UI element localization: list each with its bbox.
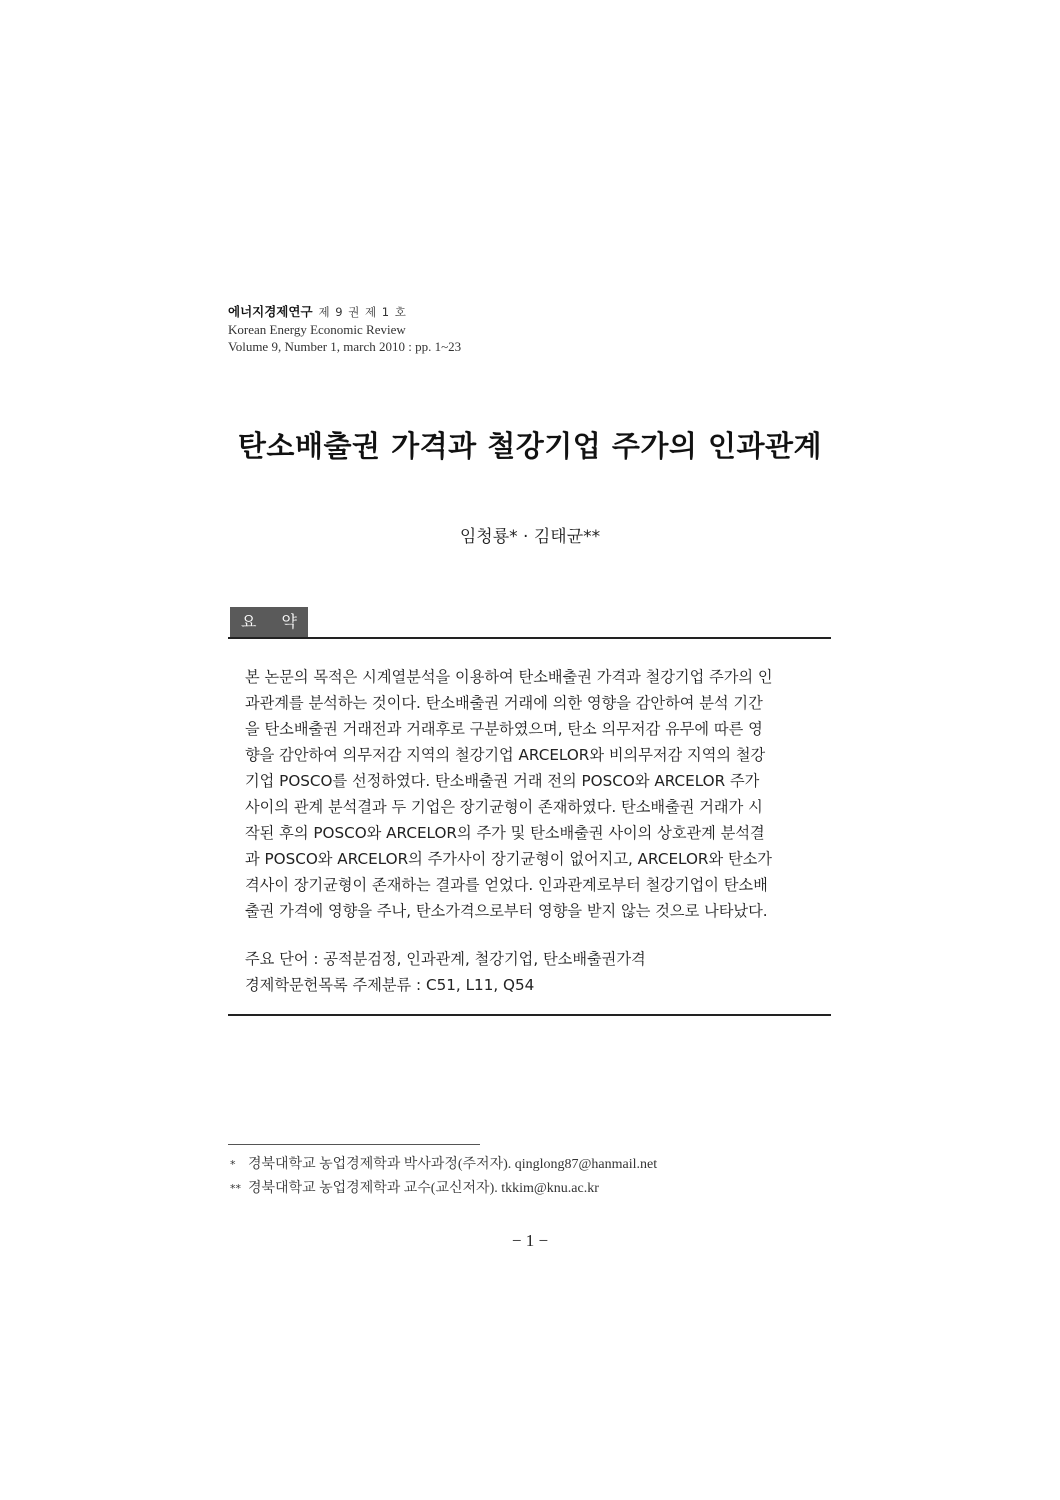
abstract-line: 기업 POSCO를 선정하였다. 탄소배출권 거래 전의 POSCO와 ARCELOR 주가	[245, 772, 760, 790]
abstract-line: 격사이 장기균형이 존재하는 결과를 얻었다. 인과관계로부터 철강기업이 탄소배	[245, 876, 768, 894]
abstract-line: 과관계를 분석하는 것이다. 탄소배출권 거래에 의한 영향을 감안하여 분석 기간	[245, 694, 763, 712]
journal-name-english: Korean Energy Economic Review	[228, 322, 406, 337]
paper-title: 탄소배출권 가격과 철강기업 주가의 인과관계	[237, 429, 823, 463]
abstract-top-rule	[228, 637, 831, 639]
footnote-text: 경북대학교 농업경제학과 교수(교신저자). tkkim@knu.ac.kr	[248, 1181, 599, 1196]
abstract-line: 사이의 관계 분석결과 두 기업은 장기균형이 존재하였다. 탄소배출권 거래가 시	[245, 798, 763, 816]
page-number: − 1 −	[511, 1231, 549, 1250]
abstract-bottom-rule	[228, 1014, 831, 1016]
footnotes	[230, 1153, 657, 1201]
journal-name-korean: 에너지경제연구	[228, 304, 313, 319]
keywords-line: 주요 단어 : 공적분검정, 인과관계, 철강기업, 탄소배출권가격	[245, 950, 646, 968]
abstract-line: 과 POSCO와 ARCELOR의 주가사이 장기균형이 없어지고, ARCELOR와 탄소가	[245, 850, 772, 868]
journal-header	[228, 303, 461, 355]
abstract-body	[245, 664, 817, 924]
footnote-item	[230, 1177, 657, 1201]
issue-info: Volume 9, Number 1, march 2010 : pp. 1~23	[228, 339, 462, 354]
volume-korean: 제 9 권 제 1 호	[318, 305, 407, 319]
abstract-line: 을 탄소배출권 거래전과 거래후로 구분하였으며, 탄소 의무저감 유무에 따른 영	[245, 720, 763, 738]
abstract-line: 작된 후의 POSCO와 ARCELOR의 주가 및 탄소배출권 사이의 상호관계 분석결	[245, 824, 765, 842]
footnote-item	[230, 1153, 657, 1177]
abstract-line: 향을 감안하여 의무저감 지역의 철강기업 ARCELOR와 비의무저감 지역의 철강	[245, 746, 766, 764]
journal-name-line	[228, 303, 461, 321]
abstract-line: 본 논문의 목적은 시계열분석을 이용하여 탄소배출권 가격과 철강기업 주가의 인	[245, 668, 773, 686]
footnote-text: 경북대학교 농업경제학과 박사과정(주저자). qinglong87@hanmail.net	[248, 1157, 658, 1172]
jel-classification: 경제학문헌목록 주제분류 : C51, L11, Q54	[245, 976, 535, 994]
footnote-rule	[228, 1144, 480, 1145]
abstract-label: 요 약	[230, 607, 308, 637]
keywords-block	[245, 946, 646, 998]
footnote-mark: **	[230, 1182, 241, 1195]
abstract-line: 출권 가격에 영향을 주나, 탄소가격으로부터 영향을 받지 않는 것으로 나타났다.	[245, 902, 768, 920]
footnote-mark: *	[230, 1158, 236, 1171]
author-list: 임청룡* · 김태균**	[459, 527, 601, 547]
